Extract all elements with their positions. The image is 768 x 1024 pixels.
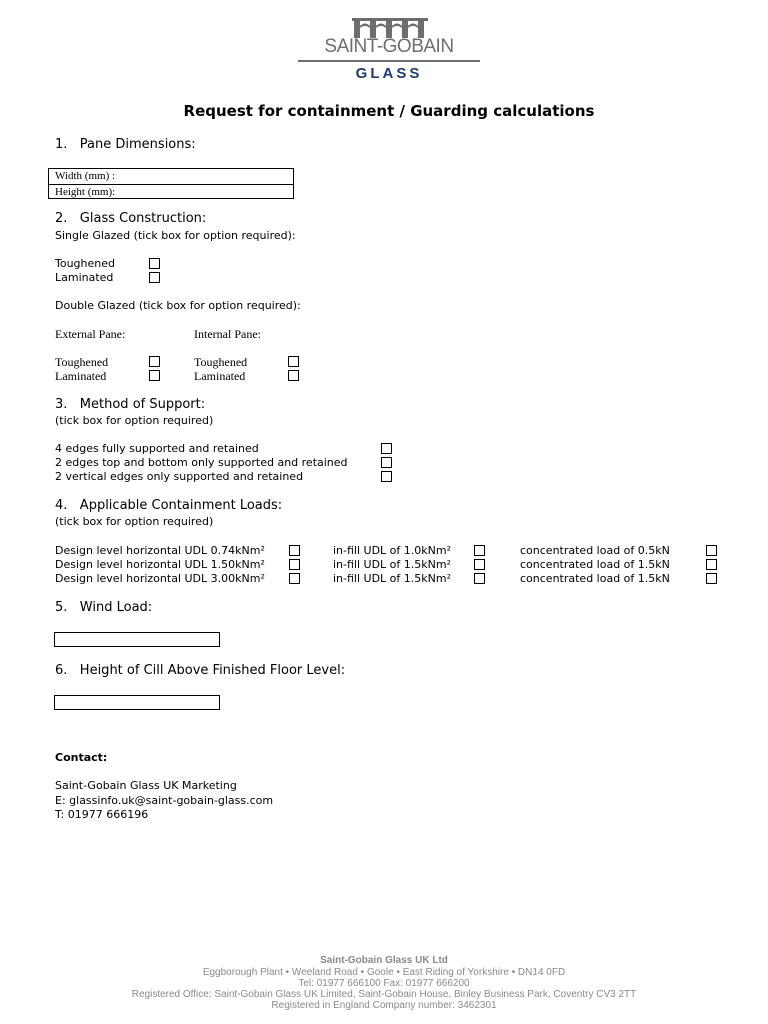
support-note: (tick box for option required) <box>55 414 214 427</box>
internal-toughened-checkbox[interactable] <box>288 356 299 367</box>
load-horizontal-udl-2-label: Design level horizontal UDL 1.50kNm² <box>55 558 265 571</box>
support-option-1-checkbox[interactable] <box>381 443 392 454</box>
load-infill-udl-2-label: in-fill UDL of 1.5kNm² <box>333 558 451 571</box>
load-concentrated-2-checkbox[interactable] <box>706 559 717 570</box>
single-laminated-checkbox[interactable] <box>149 272 160 283</box>
load-infill-udl-1-label: in-fill UDL of 1.0kNm² <box>333 544 451 557</box>
support-option-1-label: 4 edges fully supported and retained <box>55 442 259 455</box>
single-toughened-checkbox[interactable] <box>149 258 160 269</box>
height-field[interactable]: Height (mm): <box>49 184 293 199</box>
load-horizontal-udl-3-label: Design level horizontal UDL 3.00kNm² <box>55 572 265 585</box>
loads-note: (tick box for option required) <box>55 515 214 528</box>
width-field[interactable]: Width (mm) : <box>55 170 116 182</box>
load-concentrated-1-checkbox[interactable] <box>706 545 717 556</box>
single-glazed-note: Single Glazed (tick box for option required): <box>55 229 296 242</box>
load-horizontal-udl-2-checkbox[interactable] <box>289 559 300 570</box>
load-concentrated-1-label: concentrated load of 0.5kN <box>520 544 670 557</box>
pane-dimensions-table <box>48 168 294 199</box>
load-horizontal-udl-1-checkbox[interactable] <box>289 545 300 556</box>
footer-address: Eggborough Plant • Weeland Road • Goole • East Riding of Yorkshire • DN14 0FD <box>202 967 566 978</box>
saint-gobain-logo <box>298 14 480 84</box>
load-infill-udl-2-checkbox[interactable] <box>474 559 485 570</box>
footer-company: Saint-Gobain Glass UK Ltd <box>320 955 448 966</box>
load-concentrated-3-label: concentrated load of 1.5kN <box>520 572 670 585</box>
load-horizontal-udl-3-checkbox[interactable] <box>289 573 300 584</box>
support-option-2-label: 2 edges top and bottom only supported and retained <box>55 456 348 469</box>
contact-organisation: Saint-Gobain Glass UK Marketing <box>55 779 237 792</box>
support-option-3-label: 2 vertical edges only supported and retained <box>55 470 304 483</box>
external-pane-label: External Pane: <box>55 327 126 341</box>
support-option-3-checkbox[interactable] <box>381 471 392 482</box>
support-option-2-checkbox[interactable] <box>381 457 392 468</box>
contact-phone: T: 01977 666196 <box>55 808 149 821</box>
external-laminated-label: Laminated <box>55 369 107 383</box>
footer-company-number: Registered in England Company number: 3462301 <box>271 1000 497 1011</box>
load-infill-udl-3-label: in-fill UDL of 1.5kNm² <box>333 572 451 585</box>
logo-sub-text: GLASS <box>355 65 423 82</box>
external-toughened-checkbox[interactable] <box>149 356 160 367</box>
section-2-heading: 2. Glass Construction: <box>55 211 207 226</box>
internal-laminated-checkbox[interactable] <box>288 370 299 381</box>
external-laminated-checkbox[interactable] <box>149 370 160 381</box>
logo-divider <box>298 60 480 62</box>
load-concentrated-3-checkbox[interactable] <box>706 573 717 584</box>
logo-brand-text: SAINT-GOBAIN <box>324 36 454 57</box>
page-title: Request for containment / Guarding calculations <box>183 102 595 120</box>
footer-tel-fax: Tel: 01977 666100 Fax: 01977 666200 <box>298 978 470 989</box>
external-toughened-label: Toughened <box>55 355 109 369</box>
contact-heading: Contact: <box>55 751 108 764</box>
section-4-heading: 4. Applicable Containment Loads: <box>55 498 283 513</box>
section-1-heading: 1. Pane Dimensions: <box>55 137 196 152</box>
load-horizontal-udl-1-label: Design level horizontal UDL 0.74kNm² <box>55 544 265 557</box>
load-infill-udl-3-checkbox[interactable] <box>474 573 485 584</box>
single-laminated-label: Laminated <box>55 271 114 284</box>
load-infill-udl-1-checkbox[interactable] <box>474 545 485 556</box>
load-concentrated-2-label: concentrated load of 1.5kN <box>520 558 670 571</box>
double-glazed-note: Double Glazed (tick box for option required): <box>55 299 301 312</box>
footer-registered-office: Registered Office: Saint-Gobain Glass UK Limited, Saint-Gobain House, Binley Business Park, Coventry CV3 2TT <box>131 989 637 1000</box>
section-5-heading: 5. Wind Load: <box>55 600 153 615</box>
internal-laminated-label: Laminated <box>194 369 246 383</box>
cill-height-input[interactable] <box>54 695 220 710</box>
contact-email: E: glassinfo.uk@saint-gobain-glass.com <box>55 794 274 807</box>
wind-load-input[interactable] <box>54 632 220 647</box>
section-6-heading: 6. Height of Cill Above Finished Floor Level: <box>55 663 346 678</box>
internal-pane-label: Internal Pane: <box>194 327 261 341</box>
section-3-heading: 3. Method of Support: <box>55 397 206 412</box>
single-toughened-label: Toughened <box>55 257 115 270</box>
internal-toughened-label: Toughened <box>194 355 248 369</box>
